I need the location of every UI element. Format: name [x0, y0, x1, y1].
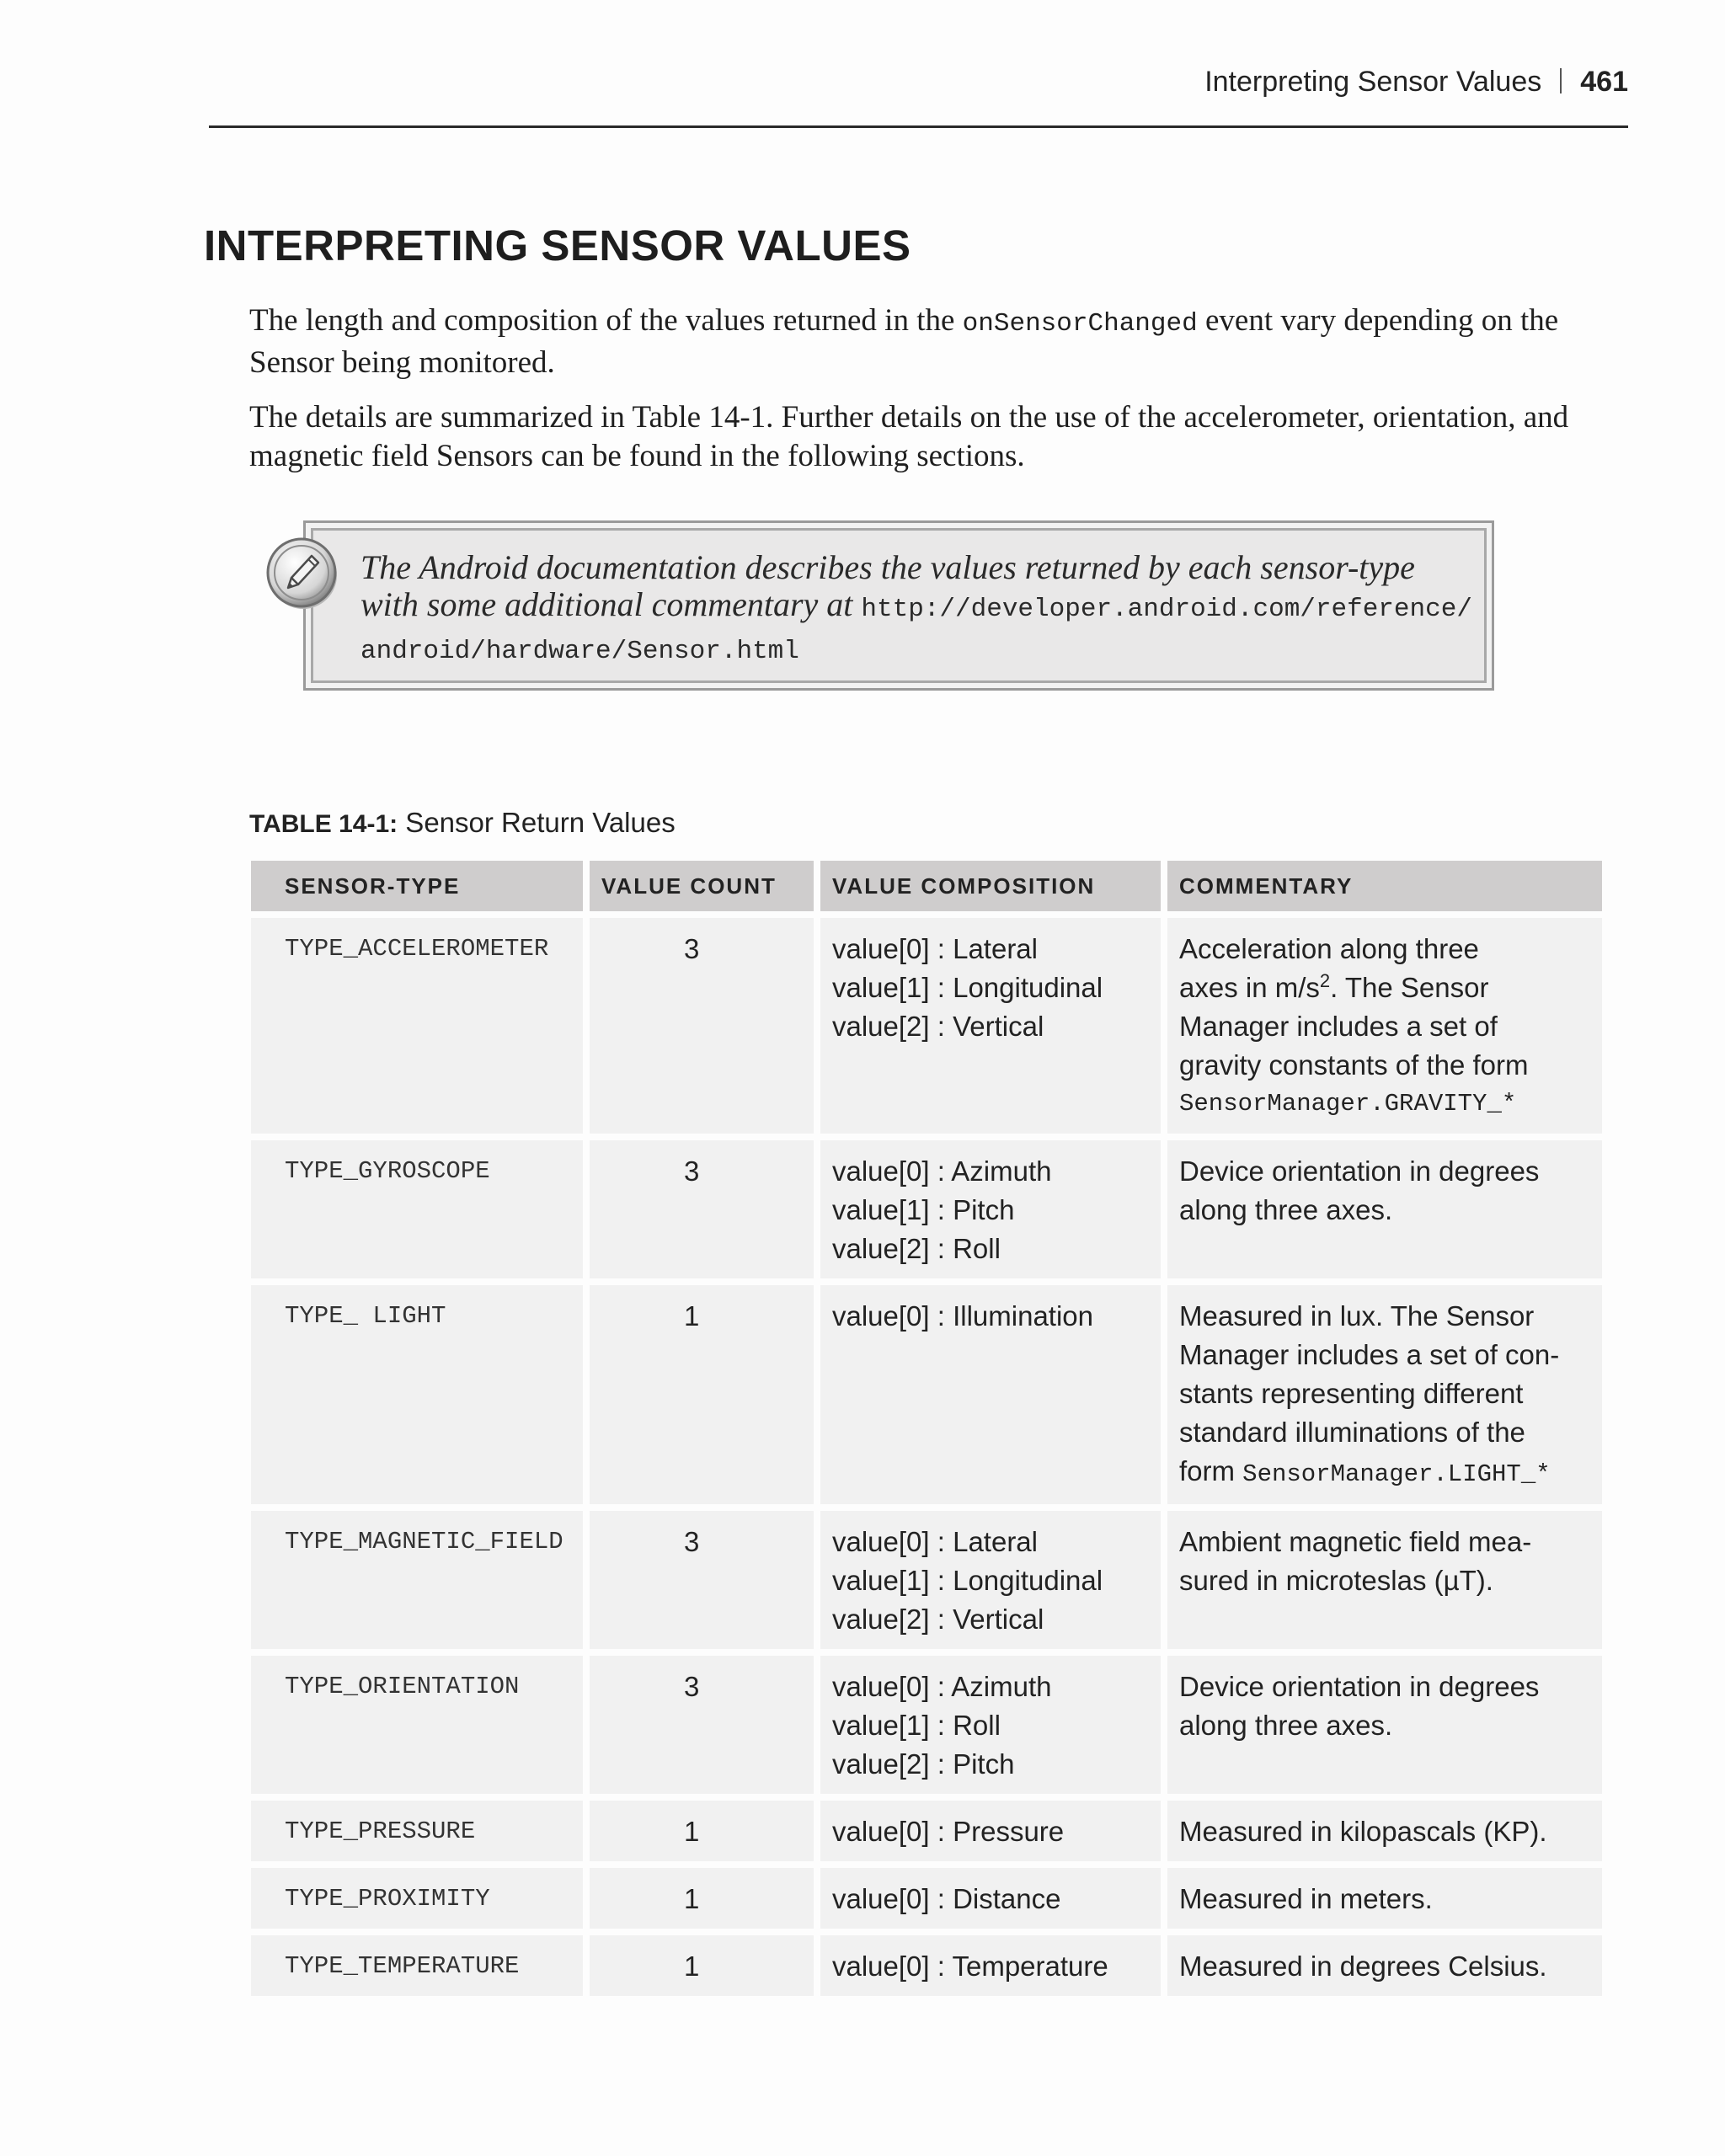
running-head-title: Interpreting Sensor Values — [1204, 66, 1542, 98]
composition-line: value[1] : Longitudinal — [832, 972, 1103, 1003]
header-sensor-type: SENSOR-TYPE — [251, 861, 583, 911]
section-title: INTERPRETING SENSOR VALUES — [204, 221, 911, 270]
sensor-return-values-table — [244, 854, 1609, 2003]
cell-value-composition — [820, 1511, 1161, 1649]
cell-sensor-type: TYPE_ACCELEROMETER — [251, 918, 583, 1134]
composition-line: value[2] : Vertical — [832, 1011, 1044, 1042]
commentary-line: Acceleration along three — [1179, 933, 1479, 964]
cell-sensor-type: TYPE_MAGNETIC_FIELD — [251, 1511, 583, 1649]
cell-commentary — [1167, 918, 1602, 1134]
note-url-line-2: android/hardware/Sensor.html — [360, 637, 799, 666]
commentary-line — [1179, 1452, 1594, 1494]
composition-line: value[0] : Temperature — [832, 1951, 1108, 1982]
commentary-line: Ambient magnetic field mea- — [1179, 1526, 1532, 1557]
paragraph-1-code: onSensorChanged — [962, 309, 1198, 339]
cell-commentary — [1167, 1656, 1602, 1794]
table-row — [251, 1285, 1602, 1504]
paragraph-1-text-b: event vary depending on the Sensor being monitored. — [249, 303, 1559, 380]
commentary-line: Measured in meters. — [1179, 1883, 1433, 1914]
cell-value-composition — [820, 1656, 1161, 1794]
composition-line: value[1] : Roll — [832, 1710, 1001, 1741]
commentary-line: along three axes. — [1179, 1194, 1393, 1225]
cell-sensor-type: TYPE_ORIENTATION — [251, 1656, 583, 1794]
cell-value-composition — [820, 918, 1161, 1134]
composition-line: value[2] : Roll — [832, 1233, 1001, 1264]
composition-line: value[0] : Azimuth — [832, 1671, 1052, 1702]
commentary-line: Measured in kilopascals (KP). — [1179, 1816, 1547, 1847]
cell-commentary — [1167, 1511, 1602, 1649]
table-row — [251, 1935, 1602, 1996]
table-caption — [249, 807, 676, 839]
cell-value-count: 1 — [590, 1285, 814, 1504]
header-value-composition: VALUE COMPOSITION — [820, 861, 1161, 911]
cell-commentary — [1167, 1935, 1602, 1996]
commentary-line: along three axes. — [1179, 1710, 1393, 1741]
commentary-line: standard illuminations of the — [1179, 1417, 1525, 1448]
commentary-line: Measured in lux. The Sensor — [1179, 1300, 1535, 1331]
running-head-text — [1204, 66, 1628, 99]
commentary-text: . The Sensor — [1330, 972, 1489, 1003]
cell-commentary — [1167, 1801, 1602, 1861]
commentary-code: SensorManager.LIGHT_* — [1242, 1460, 1551, 1488]
commentary-line: Device orientation in degrees — [1179, 1671, 1540, 1702]
cell-value-count: 1 — [590, 1868, 814, 1929]
table-caption-label: TABLE 14-1: — [249, 810, 398, 838]
composition-line: value[0] : Lateral — [832, 1526, 1038, 1557]
commentary-text: axes in m/s — [1179, 972, 1320, 1003]
paragraph-1 — [249, 302, 1597, 382]
table-caption-title: Sensor Return Values — [398, 807, 676, 838]
note-text — [360, 549, 1472, 670]
composition-line: value[1] : Longitudinal — [832, 1565, 1103, 1596]
composition-line: value[2] : Pitch — [832, 1748, 1015, 1780]
note-text-body: The Android documentation describes the values returned by each sensor-type with some additional commentary at — [360, 548, 1415, 623]
commentary-line — [1179, 969, 1594, 1007]
cell-sensor-type: TYPE_GYROSCOPE — [251, 1140, 583, 1278]
composition-line: value[2] : Vertical — [832, 1604, 1044, 1635]
table-row — [251, 1868, 1602, 1929]
table-header-row — [251, 861, 1602, 911]
cell-commentary — [1167, 1285, 1602, 1504]
table-row — [251, 1801, 1602, 1861]
table-row — [251, 1140, 1602, 1278]
table-row — [251, 1656, 1602, 1794]
cell-commentary — [1167, 1868, 1602, 1929]
cell-value-count: 3 — [590, 918, 814, 1134]
cell-value-count: 3 — [590, 1656, 814, 1794]
composition-line: value[0] : Lateral — [832, 933, 1038, 964]
cell-value-composition — [820, 1285, 1161, 1504]
commentary-line: Device orientation in degrees — [1179, 1155, 1540, 1187]
cell-value-count: 1 — [590, 1935, 814, 1996]
commentary-line: Measured in degrees Celsius. — [1179, 1951, 1547, 1982]
cell-value-composition — [820, 1140, 1161, 1278]
cell-value-composition — [820, 1935, 1161, 1996]
commentary-text: form — [1179, 1455, 1243, 1486]
cell-value-count: 3 — [590, 1511, 814, 1649]
superscript-2: 2 — [1319, 970, 1331, 991]
paragraph-1-text-a: The length and composition of the values returned in the — [249, 303, 963, 338]
commentary-line: Manager includes a set of — [1179, 1011, 1498, 1042]
header-value-count: VALUE COUNT — [590, 861, 814, 911]
table-row — [251, 1511, 1602, 1649]
cell-value-count: 3 — [590, 1140, 814, 1278]
composition-line: value[0] : Pressure — [832, 1816, 1065, 1847]
cell-sensor-type: TYPE_TEMPERATURE — [251, 1935, 583, 1996]
pencil-icon — [264, 536, 340, 611]
running-head-separator — [1560, 68, 1562, 93]
cell-value-composition — [820, 1801, 1161, 1861]
composition-line: value[1] : Pitch — [832, 1194, 1015, 1225]
cell-value-composition — [820, 1868, 1161, 1929]
note-url-line-1: http://developer.android.com/reference/ — [861, 595, 1472, 624]
cell-commentary — [1167, 1140, 1602, 1278]
commentary-code: SensorManager.GRAVITY_* — [1179, 1090, 1517, 1118]
composition-line: value[0] : Distance — [832, 1883, 1061, 1914]
paragraph-2: The details are summarized in Table 14-1. Further details on the use of the accelerometer, orientation, and magnetic field Sensors can be found in the following sections. — [249, 400, 1569, 473]
header-commentary: COMMENTARY — [1167, 861, 1602, 911]
cell-sensor-type: TYPE_ LIGHT — [251, 1285, 583, 1504]
commentary-line: stants representing different — [1179, 1378, 1524, 1409]
composition-line: value[0] : Azimuth — [832, 1155, 1052, 1187]
running-head — [209, 61, 1628, 128]
composition-line: value[0] : Illumination — [832, 1300, 1094, 1331]
page-number: 461 — [1580, 66, 1628, 98]
cell-sensor-type: TYPE_PROXIMITY — [251, 1868, 583, 1929]
cell-sensor-type: TYPE_PRESSURE — [251, 1801, 583, 1861]
cell-value-count: 1 — [590, 1801, 814, 1861]
commentary-line: sured in microteslas (µT). — [1179, 1565, 1493, 1596]
commentary-line: gravity constants of the form — [1179, 1049, 1529, 1081]
commentary-line: Manager includes a set of con- — [1179, 1339, 1560, 1370]
table-row — [251, 918, 1602, 1134]
